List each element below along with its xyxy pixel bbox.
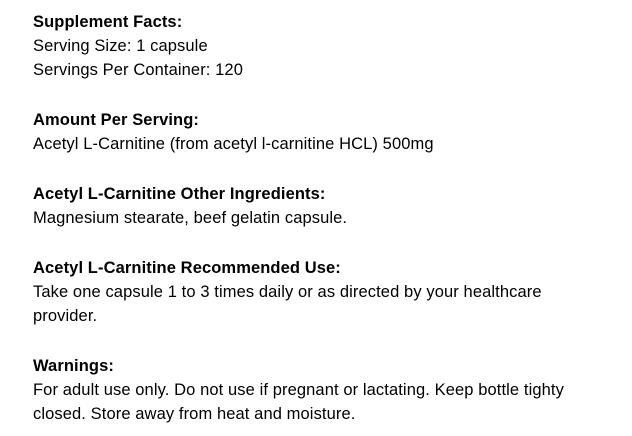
- section-warnings: [33, 354, 592, 426]
- warnings-line: For adult use only. Do not use if pregnant or lactating. Keep bottle tighty closed. Store away from heat and moisture.: [33, 381, 564, 423]
- acetyl-l-carnitine-amount-line: Acetyl L-Carnitine (from acetyl l-carnitine HCL) 500mg: [33, 135, 434, 153]
- servings-per-container-line: Servings Per Container: 120: [33, 61, 243, 79]
- section-supplement-facts: [33, 10, 592, 82]
- other-ingredients-line: Magnesium stearate, beef gelatin capsule.: [33, 209, 348, 227]
- supplement-facts-heading: Supplement Facts:: [33, 13, 183, 31]
- other-ingredients-heading: Acetyl L-Carnitine Other Ingredients:: [33, 185, 326, 203]
- section-recommended-use: [33, 256, 592, 328]
- section-other-ingredients: [33, 182, 592, 230]
- serving-size-line: Serving Size: 1 capsule: [33, 37, 208, 55]
- amount-per-serving-heading: Amount Per Serving:: [33, 111, 200, 129]
- warnings-heading: Warnings:: [33, 357, 114, 375]
- section-amount-per-serving: [33, 108, 592, 156]
- recommended-use-line: Take one capsule 1 to 3 times daily or as directed by your healthcare provider.: [33, 283, 542, 325]
- recommended-use-heading: Acetyl L-Carnitine Recommended Use:: [33, 259, 341, 277]
